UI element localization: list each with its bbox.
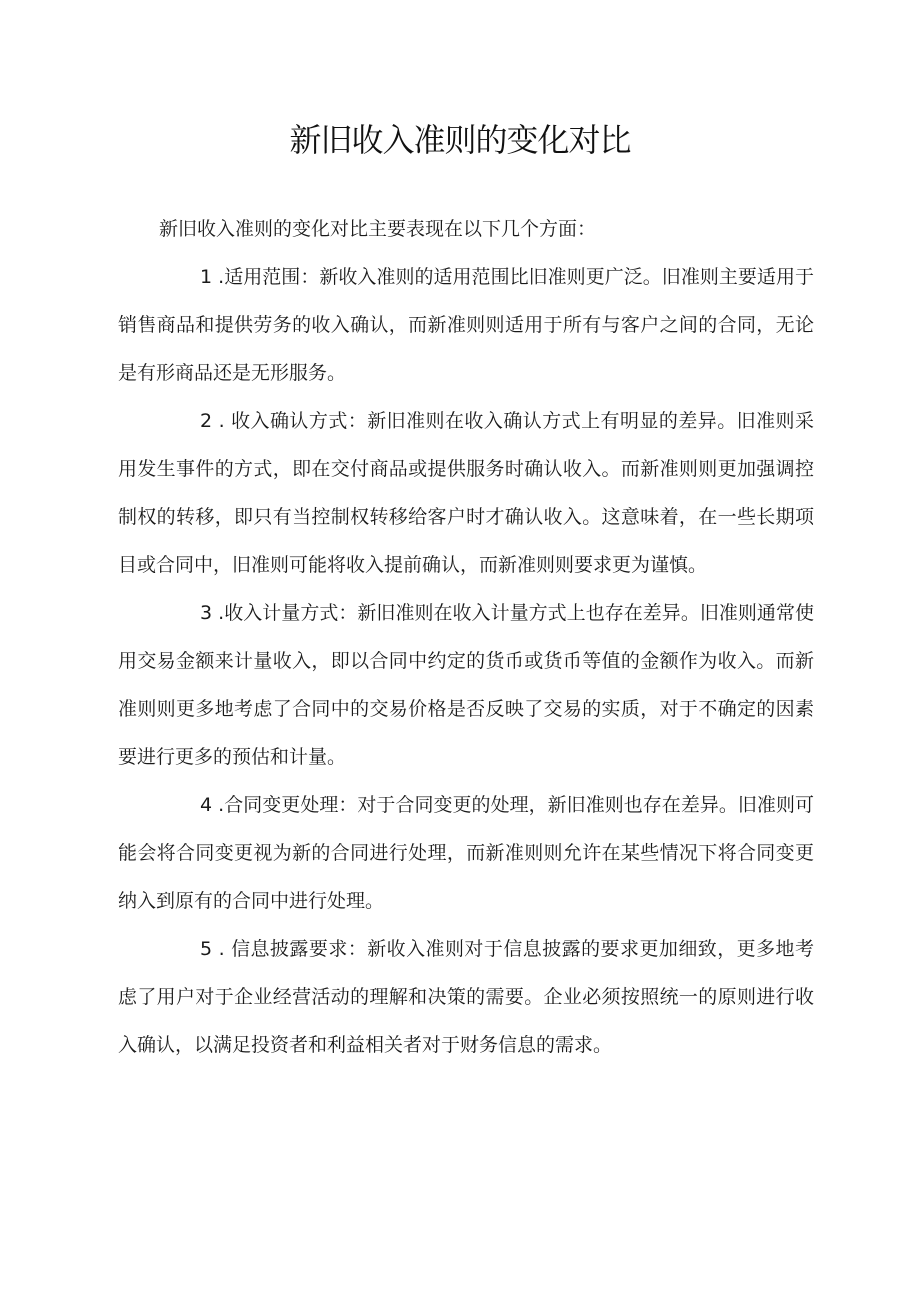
item-number: 5	[200, 938, 213, 960]
document-title: 新旧收入准则的变化对比	[289, 121, 631, 159]
item-number: 2	[200, 410, 213, 432]
item-text: .合同变更处理：对于合同变更的处理，新旧准则也存在差异。旧准则可能会将合同变更视为新的合同进行处理，而新准则则允许在某些情况下将合同变更纳入到原有的合同中进行处理。	[118, 794, 814, 912]
item-text: .收入计量方式：新旧准则在收入计量方式上也存在差异。旧准则通常使用交易金额来计量收入，即以合同中约定的货币或货币等值的金额作为收入。而新准则则更多地考虑了合同中的交易价格是否反映了交易的实质，对于不确定的因素要进行更多的预估和计量。	[118, 602, 814, 768]
item-text: . 收入确认方式：新旧准则在收入确认方式上有明显的差异。旧准则采用发生事件的方式，即在交付商品或提供服务时确认收入。而新准则则更加强调控制权的转移，即只有当控制权转移给客户时才确认收入。这意味着，在一些长期项目或合同中，旧准则可能将收入提前确认，而新准则则要求更为谨慎。	[118, 410, 814, 576]
document-body	[118, 205, 814, 1069]
list-item	[118, 781, 814, 925]
list-item	[118, 589, 814, 781]
item-text: .适用范围：新收入准则的适用范围比旧准则更广泛。旧准则主要适用于销售商品和提供劳务的收入确认，而新准则则适用于所有与客户之间的合同，无论是有形商品还是无形服务。	[118, 266, 814, 384]
list-item	[118, 925, 814, 1069]
list-item	[118, 253, 814, 397]
item-number: 1	[200, 266, 213, 288]
item-number: 3	[200, 602, 213, 624]
item-text: . 信息披露要求：新收入准则对于信息披露的要求更加细致，更多地考虑了用户对于企业经营活动的理解和决策的需要。企业必须按照统一的原则进行收入确认，以满足投资者和利益相关者对于财务信息的需求。	[118, 938, 814, 1056]
intro-paragraph: 新旧收入准则的变化对比主要表现在以下几个方面：	[159, 218, 597, 240]
list-item	[118, 397, 814, 589]
item-number: 4	[200, 794, 213, 816]
